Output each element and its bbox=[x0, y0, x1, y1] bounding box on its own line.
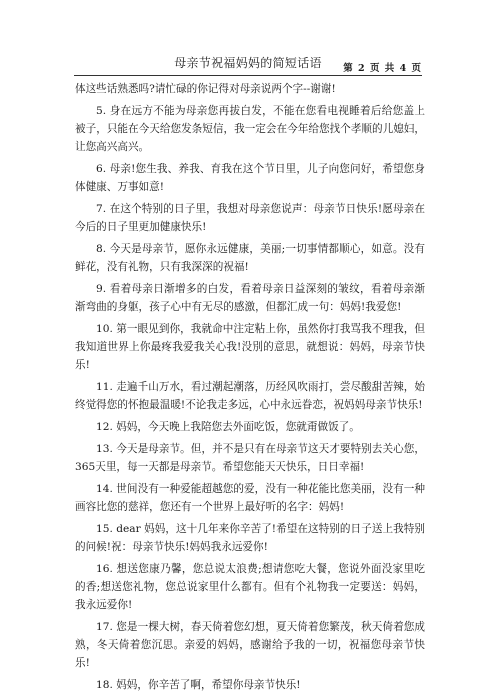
blessing-paragraph: 17. 您是一棵大树，春天倚着您幻想，夏天倚着您繁茂，秋天倚着您成熟，冬天倚着您沉思。亲爱的妈妈，感谢给予我的一切，祝福您母亲节快乐! bbox=[75, 621, 425, 669]
header-divider bbox=[74, 75, 422, 76]
blessing-paragraph: 12. 妈妈，今天晚上我陪您去外面吃饭，您就甭做饭了。 bbox=[96, 421, 360, 433]
blessing-paragraph: 5. 身在远方不能为母亲您再拔白发，不能在您看电视睡着后给您盖上被子，只能在今天给您发条短信，我一定会在今年给您找个孝顺的儿媳妇，让您高兴高兴。 bbox=[75, 105, 425, 153]
continued-paragraph: 体这些话熟悉吗?请忙碌的你记得对母亲说两个字--谢谢! bbox=[75, 83, 336, 95]
blessing-paragraph: 14. 世间没有一种爱能超越您的爱，没有一种花能比您美丽，没有一种画容比您的慈祥，您还有一个世界上最好听的名字：妈妈! bbox=[75, 483, 425, 513]
blessing-paragraph: 11. 走遍千山万水，看过潮起潮落，历经风吹雨打，尝尽酸甜苦辣，始终觉得您的怀抱最温暖!不论我走多远，心中永远眷恋，祝妈妈母亲节快乐! bbox=[75, 381, 425, 411]
blessing-paragraph: 9. 看着母亲日渐增多的白发，看着母亲日益深刻的皱纹，看着母亲渐渐弯曲的身躯，孩子心中有无尽的感激，但都汇成一句：妈妈!我爱您! bbox=[75, 283, 425, 313]
page-header bbox=[74, 50, 422, 72]
blessing-paragraph: 7. 在这个特别的日子里，我想对母亲您说声：母亲节日快乐!愿母亲在今后的日子里更加健康快乐! bbox=[75, 203, 425, 233]
document-title: 母亲节祝福妈妈的简短话语 bbox=[174, 56, 322, 70]
document-body bbox=[75, 80, 425, 698]
blessing-paragraph: 16. 想送您康乃馨，您总说太浪费;想请您吃大餐，您说外面没家里吃的香;想送您礼物，您总说家里什么都有。但有个礼物我一定要送：妈妈，我永远爱你! bbox=[75, 563, 425, 611]
blessing-paragraph: 6. 母亲!您生我、养我、育我在这个节日里，儿子向您问好，希望您身体健康、万事如意! bbox=[75, 163, 425, 193]
blessing-paragraph: 8. 今天是母亲节，愿你永远健康，美丽;一切事情都顺心，如意。没有鲜花，没有礼物，只有我深深的祝福! bbox=[75, 243, 425, 273]
blessing-paragraph: 10. 第一眼见到你，我就命中注定粘上你，虽然你打我骂我不理我，但我知道世界上你最疼我爱我关心我!没別的意思，就想说：妈妈，母亲节快乐! bbox=[75, 323, 425, 371]
blessing-paragraph: 13. 今天是母亲节。但，并不是只有在母亲节这天才要特别去关心您，365天里，每一天都是母亲节。希望您能天天快乐，日日幸福! bbox=[75, 443, 425, 473]
blessing-paragraph: 15. dear 妈妈，这十几年来你辛苦了!希望在这特别的日子送上我特别的问候!祝：母亲节快乐!妈妈我永远爱你! bbox=[75, 523, 425, 553]
blessing-paragraph: 18. 妈妈，你辛苦了啊，希望你母亲节快乐! bbox=[96, 679, 301, 691]
page-indicator: 第 2 页 共 4 页 bbox=[343, 63, 422, 74]
